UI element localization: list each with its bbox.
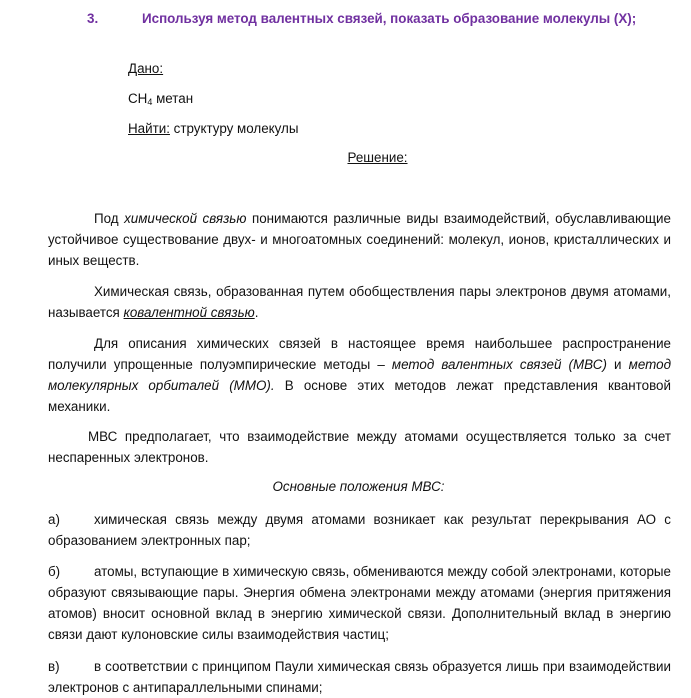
paragraph-covalent-bond: Химическая связь, образованная путем обобществления пары электронов двумя атомами, называется ковалентной связью. — [48, 284, 671, 320]
list-text: атомы, вступающие в химическую связь, обмениваются между собой электронами, которые образуют связывающие пары. Энергия обмена электронами между атомами (энергия притяжения атомов) вносит основной вклад в энергию химической связи. Дополнительный вклад в энергию связи дают кулоновские силы взаимодействия частиц; — [48, 564, 671, 642]
paragraph-chemical-bond: Под химической связью понимаются различные виды взаимодействий, обуславливающие устойчивое существование двух- и многоатомных соединений: молекул, ионов, кристаллических и иных веществ. — [48, 211, 671, 268]
list-marker: а) — [48, 512, 60, 527]
task-title: Используя метод валентных связей, показать образование молекулы (X); — [142, 11, 637, 26]
given-formula: $CH_4$ метан — [128, 91, 194, 107]
list-item — [48, 561, 671, 645]
task-heading — [87, 11, 687, 26]
list-text: в соответствии с принципом Паули химическая связь образуется лишь при взаимодействии электронов с антипараллельными спинами; — [48, 659, 671, 695]
solution-label: Решение: — [347, 150, 408, 165]
paragraph-methods: Для описания химических связей в настоящее время наибольшее распространение получили упрощенные полуэмпирические методы – метод валентных связей (МВС) и метод молекулярных орбиталей (ММО). В основе этих методов лежат представления квантовой механики. — [48, 336, 671, 414]
find-label: Найти: — [128, 121, 170, 136]
principles-title: Основные положения МВС: — [272, 479, 445, 494]
list-marker: б) — [48, 564, 61, 579]
task-number: 3. — [87, 11, 99, 26]
find-line — [128, 120, 299, 138]
find-text: структуру молекулы — [169, 121, 299, 136]
list-item — [48, 656, 671, 698]
given-label: Дано: — [128, 61, 164, 76]
list-marker: в) — [48, 659, 60, 674]
list-text: химическая связь между двумя атомами возникает как результат перекрывания АО с образованием электронных пар; — [48, 512, 671, 548]
list-item — [48, 509, 671, 551]
paragraph-mvs: МВС предполагает, что взаимодействие между атомами осуществляется только за счет неспаренных электронов. — [48, 429, 671, 465]
